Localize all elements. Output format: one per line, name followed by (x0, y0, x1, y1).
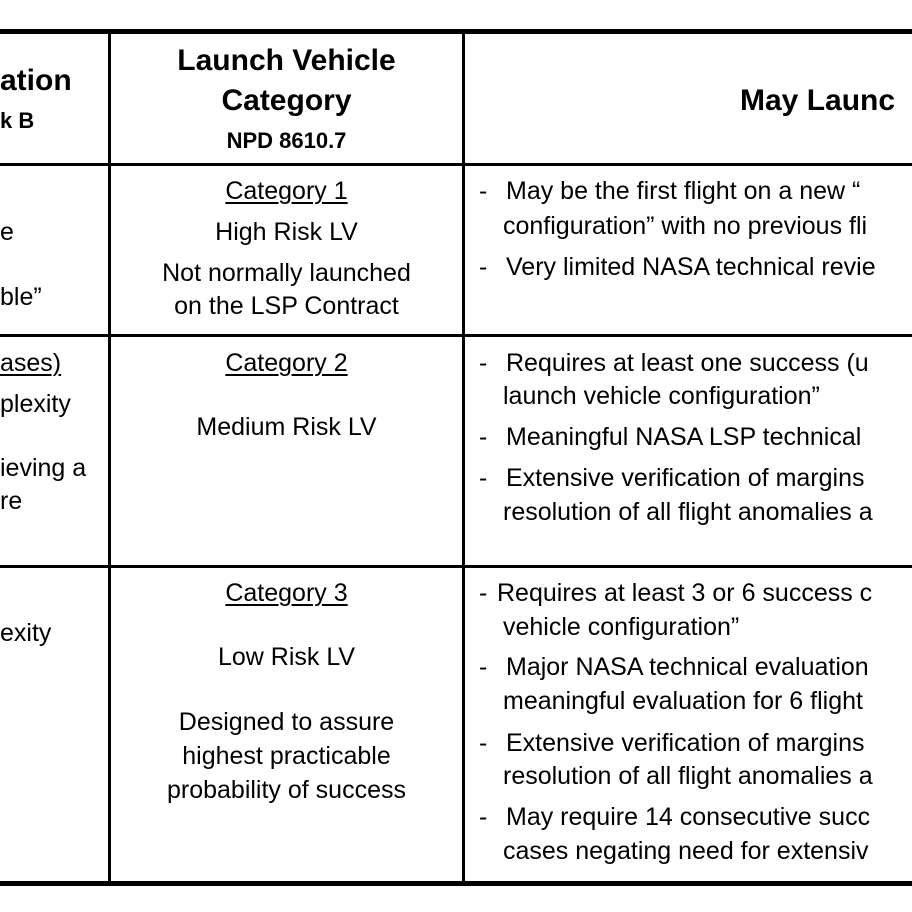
bullet-dash: - (479, 177, 488, 205)
bullet-text: vehicle configuration” (503, 613, 740, 641)
bullet-text: resolution of all flight anomalies a (503, 498, 873, 526)
bullet-text: resolution of all flight anomalies a (503, 762, 873, 790)
bullet-text: launch vehicle configuration” (503, 382, 820, 410)
bullet-text: Meaningful NASA LSP technical (506, 423, 862, 451)
bullet-text: meaningful evaluation for 6 flight (503, 687, 863, 715)
bullet-dash: - (479, 653, 488, 681)
bullet-text: Extensive verification of margins (506, 464, 865, 492)
row2-col1-text: re (0, 487, 23, 515)
bullet-text: Very limited NASA technical revie (506, 253, 876, 281)
risk-label: Low Risk LV (217, 643, 356, 671)
header-col1-line2: k B (0, 108, 35, 133)
bullet-dash: - (479, 579, 488, 607)
bullet-text: Requires at least 3 or 6 success c (497, 579, 873, 607)
header-npd: NPD 8610.7 (226, 128, 347, 153)
category-note: probability of success (166, 776, 406, 804)
category-note: Not normally launched (162, 259, 411, 287)
row-divider (0, 565, 912, 568)
bullet-text: May be the first flight on a new “ (506, 177, 861, 205)
row-divider (0, 334, 912, 337)
row2-col1-text: plexity (0, 390, 71, 418)
row1-col1-text: ble” (0, 283, 42, 311)
bullet-dash: - (479, 423, 488, 451)
row2-col1-text: ieving a (0, 454, 87, 482)
table-top-border (0, 29, 912, 34)
bullet-text: cases negating need for extensiv (503, 837, 869, 865)
row1-col1-text: e (0, 218, 14, 246)
row3-col1-text: exity (0, 619, 52, 647)
row2-col1-text: ases) (0, 349, 62, 377)
bullet-text: configuration” with no previous fli (503, 212, 868, 240)
header-col1-line1: ation (0, 64, 72, 97)
header-launch-vehicle: Launch Vehicle (177, 44, 396, 77)
risk-label: High Risk LV (215, 218, 358, 246)
bullet-text: May require 14 consecutive succ (506, 803, 871, 831)
category-label: Category 1 (225, 177, 348, 205)
header-may-launch: May Launc (740, 84, 896, 117)
bullet-text: Requires at least one success (u (506, 349, 869, 377)
bullet-dash: - (479, 253, 488, 281)
bullet-dash: - (479, 803, 488, 831)
column-divider (462, 31, 465, 885)
header-category: Category (221, 84, 352, 117)
bullet-text: Extensive verification of margins (506, 729, 865, 757)
bullet-dash: - (479, 349, 488, 377)
table-bottom-border (0, 881, 912, 886)
category-note: highest practicable (182, 742, 391, 770)
category-note: Designed to assure (178, 708, 395, 736)
category-note: on the LSP Contract (174, 292, 399, 320)
bullet-dash: - (479, 464, 488, 492)
row-divider (0, 163, 912, 166)
risk-label: Medium Risk LV (196, 413, 377, 441)
category-label: Category 2 (225, 349, 348, 377)
bullet-text: Major NASA technical evaluation (506, 653, 869, 681)
category-label: Category 3 (225, 579, 348, 607)
bullet-dash: - (479, 729, 488, 757)
